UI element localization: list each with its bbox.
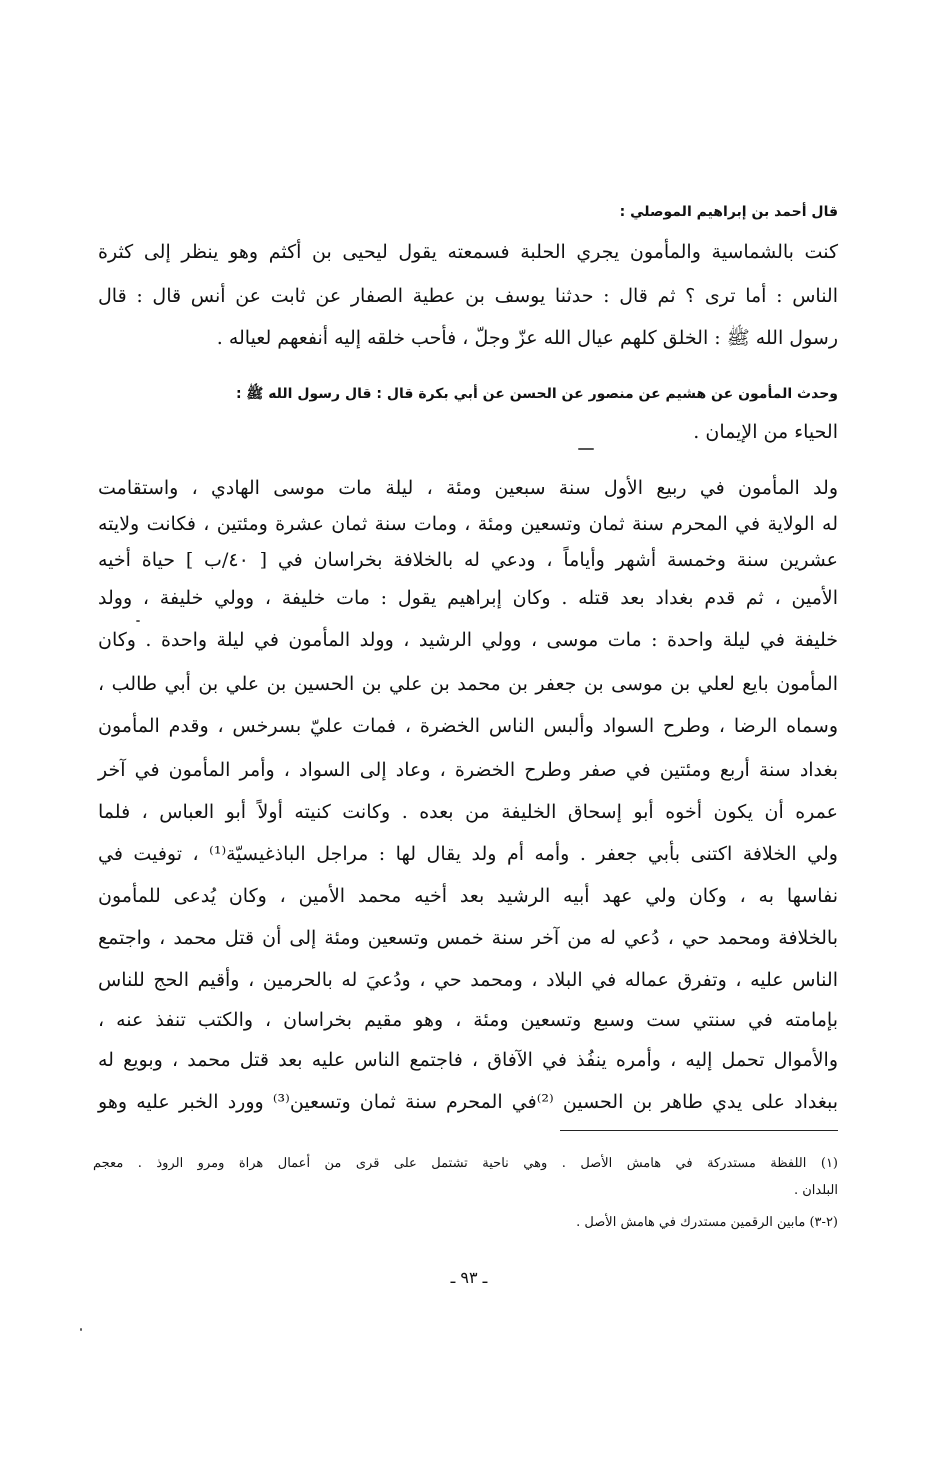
paragraph-line: عمره أن يكون أخوه أبو إسحاق الخليفة من بعده . وكانت كنيته أولاً أبو العباس ، فلما <box>98 801 838 823</box>
footnote-separator <box>560 1130 838 1131</box>
paragraph-line: والأموال تحمل إليه ، وأمره ينفُذ في الآفاق ، فاجتمع الناس عليه بعد قتل محمد ، وبويع له <box>98 1049 838 1071</box>
paragraph-line: له الولاية في المحرم سنة ثمان وتسعين ومئة ، ومات سنة ثمان عشرة ومئتين ، فكانت ولايته <box>98 513 838 535</box>
paragraph-line: الناس عليه ، وتفرق عماله في البلاد ، ومحمد حي ، ودُعيَ له بالحرمين ، وأقيم الحج للناس <box>98 969 838 991</box>
text-line: رسول الله ﷺ : الخلق كلهم عيال الله عزّ وجلّ ، فأحب خلقه إليه أنفعهم لعياله . <box>216 327 838 349</box>
scan-mark <box>578 448 594 450</box>
paragraph-line: بغداد سنة أربع ومئتين في صفر وطرح الخضرة ، وعاد إلى السواد ، وأمر المأمون في آخر <box>98 759 838 781</box>
paragraph-line: ببغداد على يدي طاهر بن الحسين ⁽²⁾في المحرم سنة ثمان وتسعين⁽³⁾ وورد الخبر عليه وهو <box>98 1091 839 1113</box>
paragraph-line: الأمين ، ثم قدم بغداد بعد قتله . وكان إبراهيم يقول : مات خليفة ، وولي خليفة ، وولد <box>98 587 838 609</box>
paragraph-line: بالخلافة ومحمد حي ، دُعي له من آخر سنة خمس وتسعين ومئة إلى أن قتل محمد ، واجتمع <box>98 927 838 949</box>
paragraph-line: المأمون بايع لعلي بن موسى بن جعفر بن محمد بن علي بن الحسين بن علي بن أبي طالب ، <box>98 673 838 695</box>
paragraph-line: خليفة في ليلة واحدة : مات موسى ، وولي الرشيد ، وولد المأمون في ليلة واحدة . وكان <box>98 629 838 651</box>
text-line: الناس : أما ترى ؟ ثم قال : حدثنا يوسف بن عطية الصفار عن ثابت عن أنس قال : قال <box>98 285 838 307</box>
narrator-heading: قال أحمد بن إبراهيم الموصلي : <box>619 204 838 220</box>
paragraph-line: نفاسها به ، وكان ولي عهد أبيه الرشيد بعد أخيه محمد الأمين ، وكان يُدعى للمأمون <box>98 885 838 907</box>
scan-mark <box>80 1328 82 1331</box>
paragraph-line: ولد المأمون في ربيع الأول سنة سبعين ومئة ، ليلة مات موسى الهادي ، واستقامت <box>98 477 838 499</box>
footnote-1: (١) اللفظة مستدركة في هامش الأصل . وهي ناحية تشتمل على قرى من أعمال هراة ومرو الروذ . معجم <box>93 1156 838 1171</box>
paragraph-line: وسماه الرضا ، وطرح السواد وألبس الناس الخضرة ، فمات عليّ بسرخس ، وقدم المأمون <box>98 715 838 737</box>
paragraph-line: ولي الخلافة اكتنى بأبي جعفر . وأمه أم ولد يقال لها : مراجل الباذغيسيّة⁽¹⁾ ، توفيت في <box>98 843 838 865</box>
text-line: كنت بالشماسية والمأمون يجري الحلبة فسمعته يقول ليحيى بن أكثم وهو ينظر إلى كثرة <box>98 241 838 263</box>
page-number: ـ ٩٣ ـ <box>450 1268 488 1287</box>
scan-mark <box>136 620 140 622</box>
text-line: الحياء من الإيمان . <box>693 421 838 443</box>
footnote-2-3: (٢-٣) مابين الرقمين مستدرك في هامش الأصل . <box>576 1215 838 1230</box>
hadith-chain-heading: وحدث المأمون عن هشيم عن منصور عن الحسن عن أبي بكرة قال : قال رسول الله ﷺ : <box>235 386 838 402</box>
paragraph-line: بإمامته في سنتي ست وسبع وتسعين ومئة ، وهو مقيم بخراسان ، والكتب تنفذ عنه ، <box>98 1009 838 1031</box>
paragraph-line: عشرين سنة وخمسة أشهر وأياماً ، ودعي له بالخلافة بخراسان في [ ٤٠/ب ] حياة أخيه <box>98 549 838 571</box>
footnote-1-continued: البلدان . <box>793 1183 838 1198</box>
